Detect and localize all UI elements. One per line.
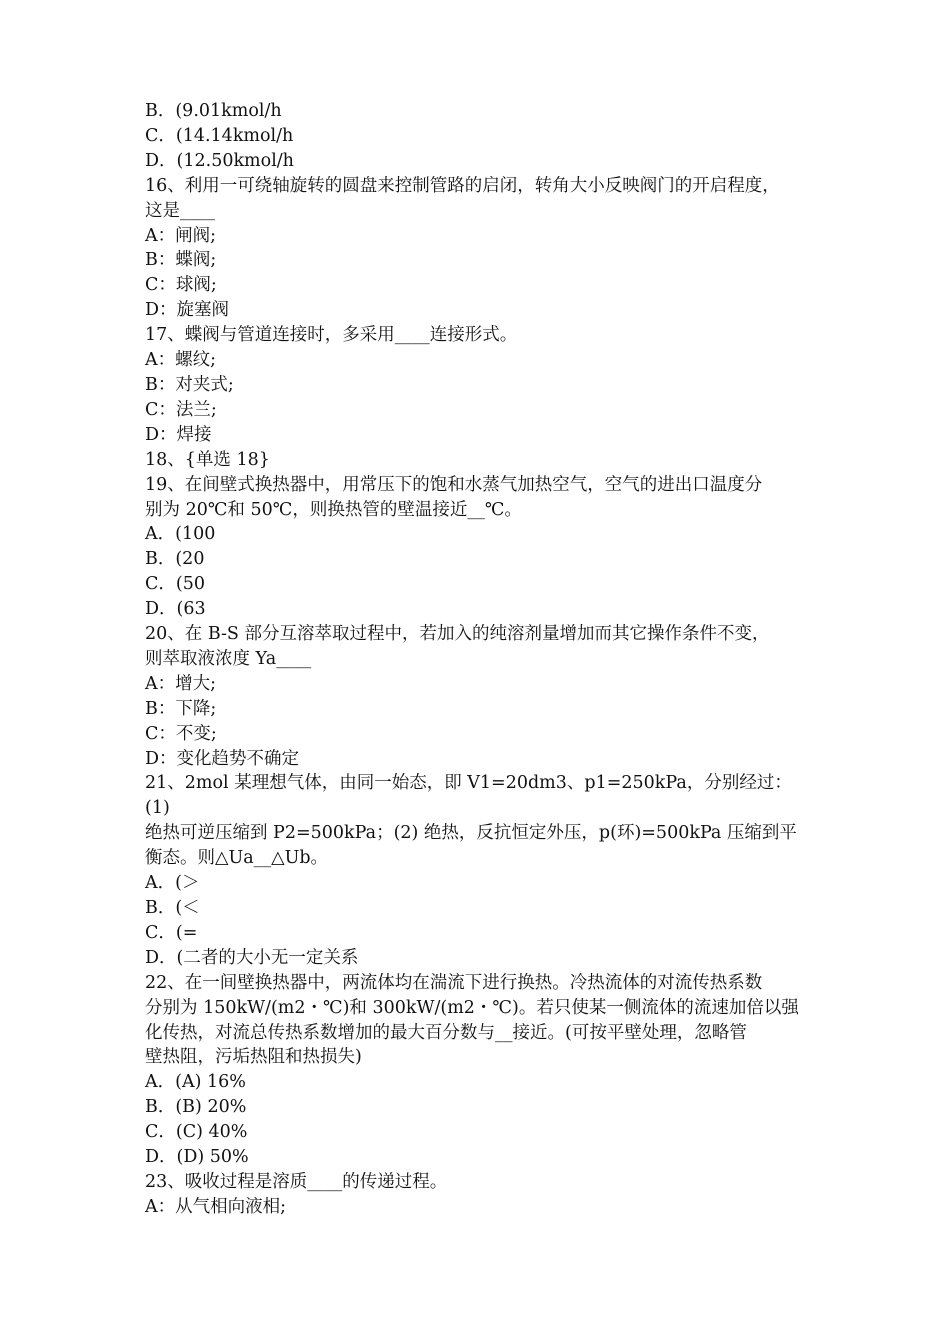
option-c-q21: C．(= xyxy=(145,922,198,943)
option-a-q20: A：增大; xyxy=(145,673,217,694)
option-b-q15: B．(9.01kmol/h xyxy=(145,101,282,121)
option-b-q22: B．(B) 20% xyxy=(145,1097,247,1118)
question-16-line-2: 这是____ xyxy=(145,200,215,221)
option-d-q16: D：旋塞阀 xyxy=(145,300,230,321)
option-a-q23: A：从气相向液相; xyxy=(145,1196,287,1217)
option-d-q15: D．(12.50kmol/h xyxy=(145,150,294,171)
option-a-q21: A．(＞ xyxy=(145,873,200,894)
option-c-q22: C．(C) 40% xyxy=(145,1122,248,1143)
option-c-q20: C：不变; xyxy=(145,723,217,744)
question-18: 18、{单选 18} xyxy=(145,449,270,470)
option-c-q19: C．(50 xyxy=(145,574,205,595)
option-a-q16: A：闸阀; xyxy=(145,225,217,246)
question-21-line-2: 绝热可逆压缩到 P2=500kPa；(2) 绝热，反抗恒定外压，p(环)=500kPa 压缩到平 xyxy=(145,823,797,844)
option-d-q20: D：变化趋势不确定 xyxy=(145,748,300,769)
option-a-q19: A．(100 xyxy=(145,524,216,545)
document-page xyxy=(145,99,810,1220)
question-19-line-1: 19、在间壁式换热器中，用常压下的饱和水蒸气加热空气，空气的进出口温度分 xyxy=(145,474,763,495)
option-b-q21: B．(＜ xyxy=(145,898,200,918)
question-17: 17、蝶阀与管道连接时，多采用____连接形式。 xyxy=(145,325,518,346)
question-20-line-1: 20、在 B-S 部分互溶萃取过程中，若加入的纯溶剂量增加而其它操作条件不变， xyxy=(145,624,770,645)
option-c-q17: C：法兰; xyxy=(145,399,217,420)
question-22-line-4: 壁热阻，污垢热阻和热损失) xyxy=(145,1047,362,1068)
option-c-q15: C．(14.14kmol/h xyxy=(145,125,294,146)
question-22-line-2: 分别为 150kW/(m2・℃)和 300kW/(m2・℃)。若只使某一侧流体的流速加倍以强 xyxy=(145,997,799,1018)
question-20-line-2: 则萃取液浓度 Ya____ xyxy=(145,648,312,669)
option-d-q19: D．(63 xyxy=(145,599,206,620)
option-a-q22: A．(A) 16% xyxy=(145,1072,246,1093)
option-d-q17: D：焊接 xyxy=(145,424,212,445)
option-c-q16: C：球阀; xyxy=(145,275,217,296)
option-b-q19: B．(20 xyxy=(145,549,205,570)
question-16-line-1: 16、利用一可绕轴旋转的圆盘来控制管路的启闭，转角大小反映阀门的开启程度， xyxy=(145,175,780,196)
question-21-line-3: 衡态。则△Ua__△Ub。 xyxy=(145,848,329,869)
option-d-q22: D．(D) 50% xyxy=(145,1147,249,1168)
question-21-line-1: 21、2mol 某理想气体，由同一始态，即 V1=20dm3、p1=250kPa，分别经过：(1) xyxy=(145,773,792,819)
question-22-line-3: 化传热，对流总传热系数增加的最大百分数与__接近。(可按平壁处理，忽略管 xyxy=(145,1022,747,1043)
option-b-q16: B：蝶阀; xyxy=(145,250,217,271)
question-22-line-1: 22、在一间壁换热器中，两流体均在湍流下进行换热。冷热流体的对流传热系数 xyxy=(145,972,763,993)
option-d-q21: D．(二者的大小无一定关系 xyxy=(145,947,359,968)
option-b-q17: B：对夹式; xyxy=(145,374,234,395)
option-a-q17: A：螺纹; xyxy=(145,350,217,371)
question-23: 23、吸收过程是溶质____的传递过程。 xyxy=(145,1171,448,1192)
option-b-q20: B：下降; xyxy=(145,698,217,719)
question-19-line-2: 别为 20℃和 50℃，则换热管的壁温接近__℃。 xyxy=(145,499,522,520)
